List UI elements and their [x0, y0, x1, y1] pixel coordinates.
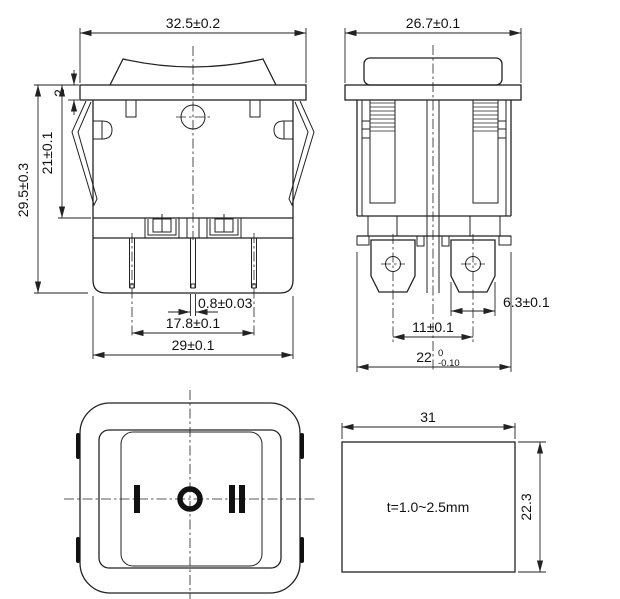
- dim-body-depth-tol-upper: 0: [438, 348, 444, 359]
- side-dimensions: [345, 15, 550, 372]
- dim-pin-thickness: 0.8±0.03: [198, 295, 253, 311]
- right-post: [250, 100, 260, 117]
- panel-thickness-note: t=1.0~2.5mm: [386, 499, 470, 515]
- dim-side-top-width: 26.7±0.1: [405, 15, 461, 31]
- dim-body-width: 29±0.1: [171, 337, 215, 353]
- dim-terminal-pitch: 11±0.1: [412, 319, 454, 335]
- face-view: [64, 390, 316, 599]
- latch-tab-left: [362, 121, 370, 138]
- terminal-left: [371, 234, 415, 342]
- terminal-right: [451, 234, 495, 342]
- dim-body-depth: 22: [416, 349, 432, 365]
- ribbed-clip-left: [370, 100, 395, 203]
- marking-label-center: [190, 486, 201, 502]
- dim-front-top-width: 32.5±0.2: [165, 15, 221, 31]
- base-hook-right: [442, 236, 449, 246]
- clip-mark-top-right: [300, 433, 304, 459]
- clip-mark-bottom-right: [300, 537, 304, 563]
- panel-cutout-view: [342, 409, 546, 572]
- dim-body-depth-tol-lower: -0.10: [438, 358, 460, 369]
- dim-flange-thickness: 2: [51, 89, 67, 97]
- pin-right: [252, 233, 257, 337]
- dim-terminal-width: 6.3±0.1: [503, 294, 550, 310]
- base-block: [357, 216, 511, 246]
- dim-cutout-height: 22.3: [518, 493, 534, 521]
- front-dimensions: [15, 15, 306, 359]
- left-post: [126, 100, 136, 117]
- screw-clamp-left: [148, 214, 176, 235]
- screw-clamp-right: [210, 214, 238, 235]
- latch-tab-right: [498, 121, 506, 138]
- pin-center: [191, 238, 196, 288]
- side-view: [345, 15, 550, 372]
- front-view: [15, 15, 314, 359]
- marking-label-right: [237, 486, 245, 502]
- dim-height-under-flange: 21±0.1: [39, 131, 55, 175]
- dim-total-height: 29.5±0.3: [15, 162, 31, 218]
- marking-label-left: [137, 486, 141, 502]
- clip-mark-top-left: [76, 433, 80, 459]
- dim-pin-pitch: 17.8±0.1: [165, 315, 221, 331]
- clip-mark-bottom-left: [76, 537, 80, 563]
- ribbed-clip-right: [473, 100, 498, 203]
- base-hook-left: [417, 236, 424, 246]
- base-foot-right: [499, 236, 511, 245]
- pin-left: [130, 233, 135, 337]
- base-foot-left: [357, 236, 369, 245]
- dim-cutout-width: 31: [420, 409, 436, 425]
